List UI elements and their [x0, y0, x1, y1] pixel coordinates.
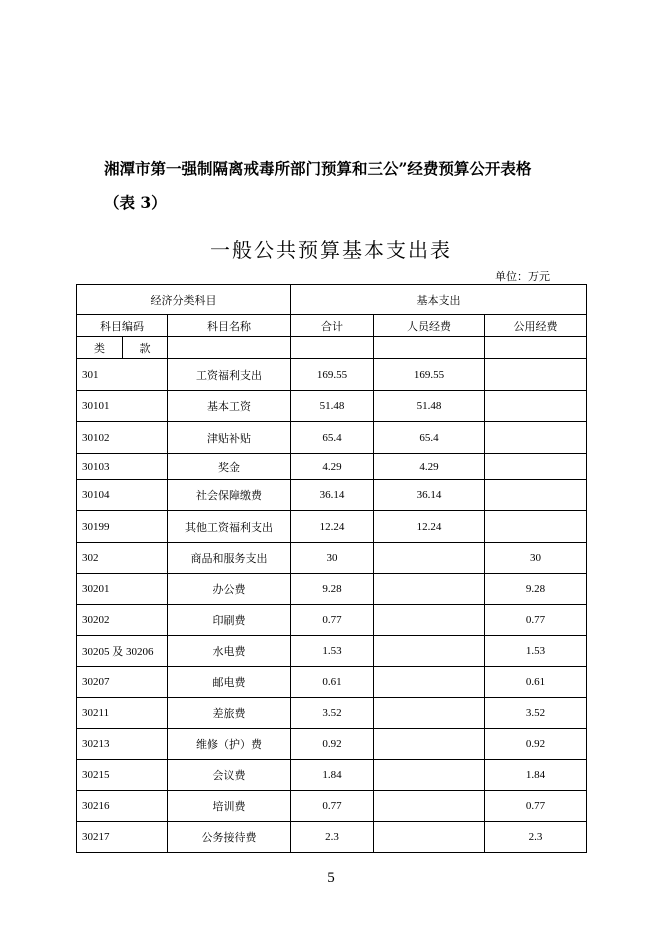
cell-total: 0.77	[291, 605, 374, 636]
cell-personnel: 169.55	[374, 359, 485, 391]
cell-code: 30207	[77, 667, 168, 698]
cell-code: 30103	[77, 454, 168, 480]
table-row	[77, 454, 587, 480]
cell-total: 2.3	[291, 822, 374, 853]
cell-total: 0.92	[291, 729, 374, 760]
cell-code: 30199	[77, 511, 168, 543]
cell-code: 30101	[77, 391, 168, 422]
cell-personnel	[374, 760, 485, 791]
table-row	[77, 480, 587, 511]
cell-code: 30202	[77, 605, 168, 636]
header-row-2	[77, 315, 587, 337]
cell-name: 培训费	[168, 791, 291, 822]
cell-public	[485, 511, 587, 543]
cell-personnel	[374, 574, 485, 605]
table-row	[77, 605, 587, 636]
cell-name: 工资福利支出	[168, 359, 291, 391]
cell-total: 9.28	[291, 574, 374, 605]
cell-code: 30211	[77, 698, 168, 729]
cell-name: 奖金	[168, 454, 291, 480]
table-row	[77, 636, 587, 667]
header-row-1	[77, 285, 587, 315]
table-row	[77, 511, 587, 543]
document-heading	[104, 152, 584, 220]
table-row	[77, 729, 587, 760]
cell-personnel	[374, 605, 485, 636]
cell-code: 301	[77, 359, 168, 391]
cell-total: 169.55	[291, 359, 374, 391]
cell-public: 30	[485, 543, 587, 574]
cell-personnel: 51.48	[374, 391, 485, 422]
cell-name: 邮电费	[168, 667, 291, 698]
cell-code: 30104	[77, 480, 168, 511]
cell-code: 30205 及 30206	[77, 636, 168, 667]
cell-code: 30213	[77, 729, 168, 760]
cell-name: 会议费	[168, 760, 291, 791]
cell-public: 1.53	[485, 636, 587, 667]
cell-public	[485, 359, 587, 391]
cell-total: 4.29	[291, 454, 374, 480]
cell-public	[485, 422, 587, 454]
budget-table	[76, 284, 587, 853]
cell-personnel	[374, 667, 485, 698]
header-personnel: 人员经费	[374, 315, 485, 337]
cell-public: 0.77	[485, 605, 587, 636]
cell-name: 基本工资	[168, 391, 291, 422]
cell-name: 水电费	[168, 636, 291, 667]
cell-name: 其他工资福利支出	[168, 511, 291, 543]
cell-personnel	[374, 543, 485, 574]
header-total: 合计	[291, 315, 374, 337]
cell-name: 差旅费	[168, 698, 291, 729]
table-row	[77, 698, 587, 729]
cell-public: 3.52	[485, 698, 587, 729]
table-row	[77, 422, 587, 454]
table-row	[77, 822, 587, 853]
header-row-3	[77, 337, 587, 359]
cell-personnel: 65.4	[374, 422, 485, 454]
cell-personnel: 4.29	[374, 454, 485, 480]
cell-total: 30	[291, 543, 374, 574]
cell-name: 公务接待费	[168, 822, 291, 853]
cell-code: 302	[77, 543, 168, 574]
cell-public	[485, 391, 587, 422]
cell-total: 1.53	[291, 636, 374, 667]
header-empty	[374, 337, 485, 359]
header-empty	[168, 337, 291, 359]
table-row	[77, 359, 587, 391]
header-subject-code: 科目编码	[77, 315, 168, 337]
cell-public: 0.61	[485, 667, 587, 698]
table-row	[77, 667, 587, 698]
cell-public: 0.77	[485, 791, 587, 822]
cell-public: 0.92	[485, 729, 587, 760]
cell-name: 社会保障缴费	[168, 480, 291, 511]
cell-personnel	[374, 791, 485, 822]
cell-code: 30216	[77, 791, 168, 822]
heading-line-1: 湘潭市第一强制隔离戒毒所部门预算和三公”经费预算公开表格	[104, 159, 532, 178]
cell-code: 30201	[77, 574, 168, 605]
cell-total: 12.24	[291, 511, 374, 543]
cell-total: 3.52	[291, 698, 374, 729]
cell-personnel	[374, 729, 485, 760]
table-row	[77, 574, 587, 605]
header-subject-name: 科目名称	[168, 315, 291, 337]
cell-public: 1.84	[485, 760, 587, 791]
table-row	[77, 791, 587, 822]
cell-name: 印刷费	[168, 605, 291, 636]
table-row	[77, 391, 587, 422]
header-basic-expenditure: 基本支出	[291, 285, 587, 315]
heading-line-2: （表 3）	[104, 193, 167, 212]
cell-total: 0.61	[291, 667, 374, 698]
cell-name: 商品和服务支出	[168, 543, 291, 574]
cell-personnel	[374, 636, 485, 667]
table-row	[77, 760, 587, 791]
header-lei: 类	[77, 337, 123, 359]
cell-name: 维修（护）费	[168, 729, 291, 760]
cell-public: 2.3	[485, 822, 587, 853]
cell-personnel	[374, 698, 485, 729]
cell-total: 51.48	[291, 391, 374, 422]
cell-public	[485, 454, 587, 480]
cell-name: 津贴补贴	[168, 422, 291, 454]
header-economic-category: 经济分类科目	[77, 285, 291, 315]
cell-personnel: 12.24	[374, 511, 485, 543]
header-public: 公用经费	[485, 315, 587, 337]
unit-label: 单位：万元	[495, 270, 550, 283]
cell-public: 9.28	[485, 574, 587, 605]
cell-code: 30217	[77, 822, 168, 853]
table-title: 一般公共预算基本支出表	[210, 238, 452, 262]
header-kuan: 款	[123, 337, 168, 359]
cell-total: 1.84	[291, 760, 374, 791]
header-empty	[291, 337, 374, 359]
cell-personnel	[374, 822, 485, 853]
header-empty	[485, 337, 587, 359]
cell-code: 30102	[77, 422, 168, 454]
cell-personnel: 36.14	[374, 480, 485, 511]
cell-total: 65.4	[291, 422, 374, 454]
cell-total: 36.14	[291, 480, 374, 511]
cell-public	[485, 480, 587, 511]
cell-code: 30215	[77, 760, 168, 791]
cell-name: 办公费	[168, 574, 291, 605]
page-number: 5	[327, 870, 335, 886]
table-row	[77, 543, 587, 574]
cell-total: 0.77	[291, 791, 374, 822]
